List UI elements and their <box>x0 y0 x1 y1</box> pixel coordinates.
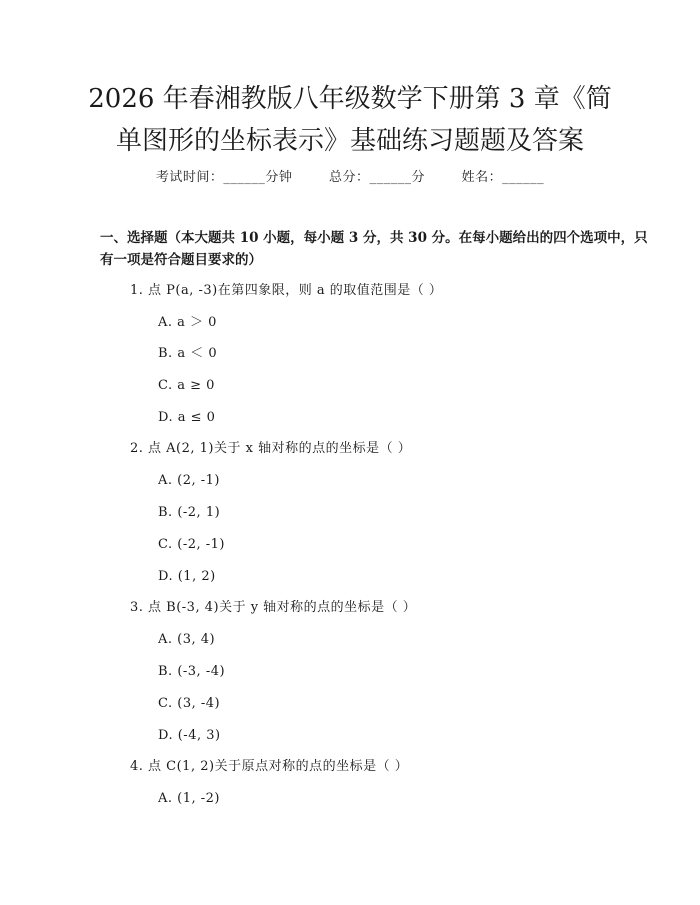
question-option: B. (-3, -4) <box>158 664 226 679</box>
question-option: C. a ≥ 0 <box>158 378 215 393</box>
section-heading: 一、选择题（本大题共 10 小题，每小题 3 分，共 30 分。在每小题给出的四个选项中，只有一项是符合题目要求的） <box>100 230 648 268</box>
question-option: A. (1, -2) <box>158 791 220 806</box>
question-option: A. (2, -1) <box>158 473 220 488</box>
exam-info <box>0 168 700 188</box>
question-stem: 2. 点 A(2, 1)关于 x 轴对称的点的坐标是（ ） <box>130 441 412 456</box>
question-stem: 3. 点 B(-3, 4)关于 y 轴对称的点的坐标是（ ） <box>130 600 417 615</box>
question-option: C. (-2, -1) <box>158 537 225 552</box>
question-option: D. (-4, 3) <box>158 728 221 743</box>
question-stem: 4. 点 C(1, 2)关于原点对称的点的坐标是（ ） <box>130 759 409 774</box>
question-option: D. (1, 2) <box>158 569 216 584</box>
title-line-2: 单图形的坐标表示》基础练习题题及答案 <box>115 126 584 156</box>
question-option: A. (3, 4) <box>158 632 216 647</box>
exam-time: 考试时间：______分钟 <box>155 170 293 185</box>
total-score: 总分：______分 <box>328 170 425 185</box>
question-option: D. a ≤ 0 <box>158 410 216 425</box>
student-name: 姓名：______ <box>461 170 545 185</box>
title-line-1: 2026 年春湘教版八年级数学下册第 3 章《简 <box>88 84 612 114</box>
question-stem: 1. 点 P(a, -3)在第四象限，则 a 的取值范围是（ ） <box>130 283 443 298</box>
document-title <box>0 78 700 162</box>
question-option: B. a ＜ 0 <box>158 346 218 361</box>
question-option: B. (-2, 1) <box>158 505 221 520</box>
question-option: C. (3, -4) <box>158 696 221 711</box>
question-option: A. a ＞ 0 <box>158 315 217 330</box>
